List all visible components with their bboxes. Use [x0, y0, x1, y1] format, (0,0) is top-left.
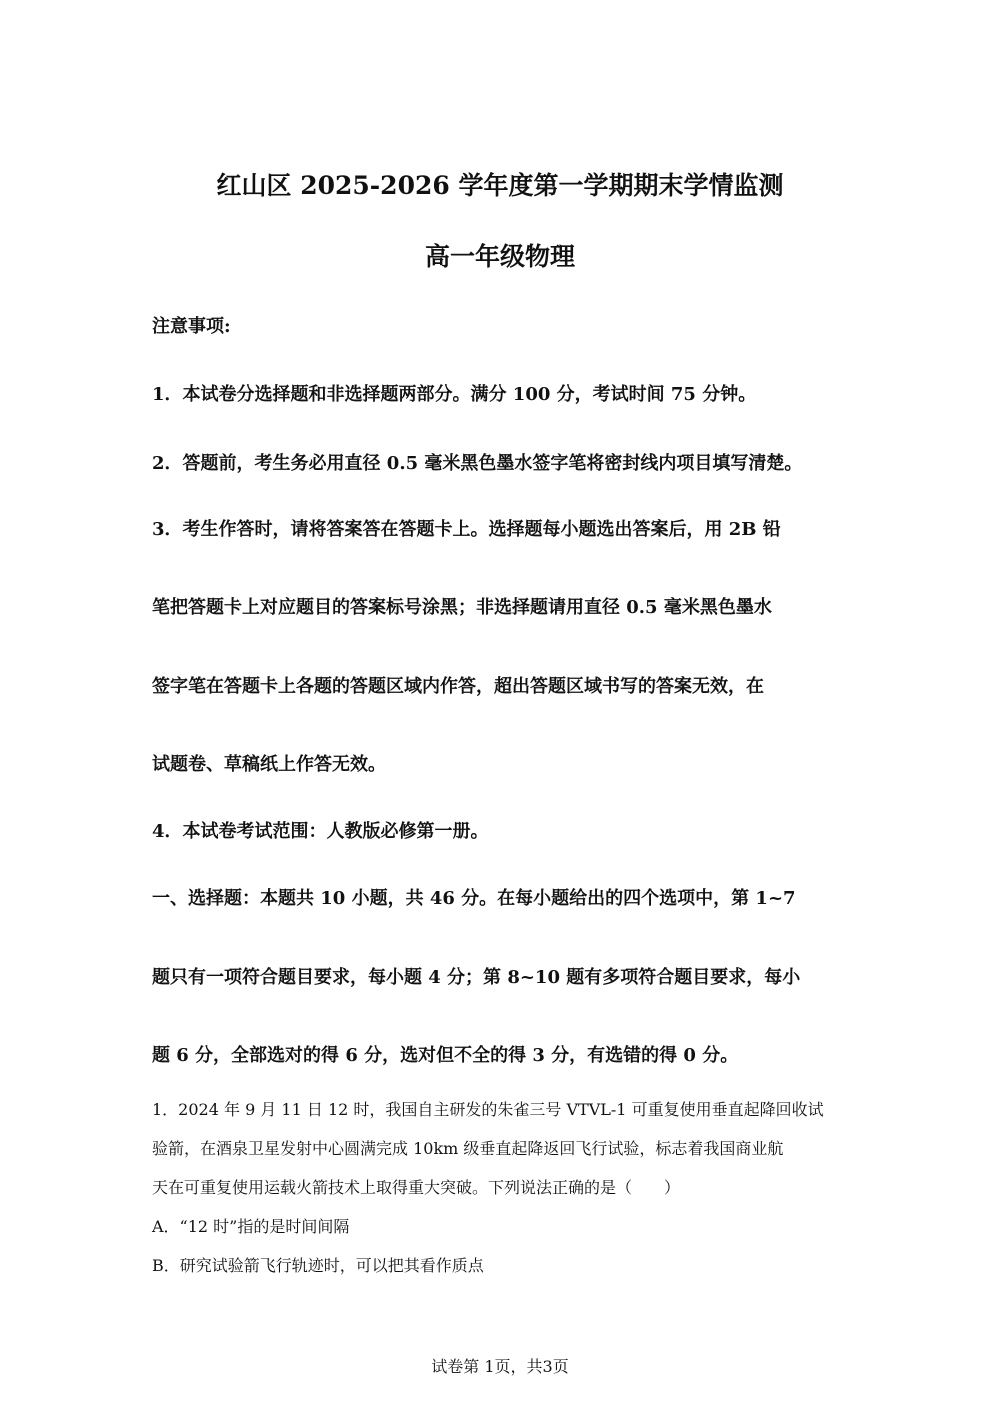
notice-item-3-line-4: 试题卷、草稿纸上作答无效。 — [152, 754, 386, 775]
notice-item-1: 1．本试卷分选择题和非选择题两部分。满分 100 分，考试时间 75 分钟。 — [152, 384, 757, 405]
notice-item-3-line-2: 笔把答题卡上对应题目的答案标号涂黑；非选择题请用直径 0.5 毫米黑色墨水 — [152, 597, 772, 618]
exam-title: 红山区 2025-2026 学年度第一学期期末学情监测 — [216, 171, 784, 200]
exam-subject: 高一年级物理 — [424, 242, 575, 271]
question-1-option-a: A．“12 时”指的是时间间隔 — [152, 1217, 350, 1236]
question-1-stem-line-2: 验箭，在酒泉卫星发射中心圆满完成 10km 级垂直起降返回飞行试验，标志着我国商业航 — [152, 1139, 784, 1158]
section-instructions-line-3: 题 6 分，全部选对的得 6 分，选对但不全的得 3 分，有选错的得 0 分。 — [152, 1045, 739, 1066]
question-1-option-b: B．研究试验箭飞行轨迹时，可以把其看作质点 — [152, 1256, 484, 1275]
section-instructions-line-1: 一、选择题：本题共 10 小题，共 46 分。在每小题给出的四个选项中，第 1~7 — [152, 888, 796, 909]
question-1-stem-line-1: 1．2024 年 9 月 11 日 12 时，我国自主研发的朱雀三号 VTVL-1 可重复使用垂直起降回收试 — [152, 1100, 824, 1119]
section-instructions-line-2: 题只有一项符合题目要求，每小题 4 分；第 8~10 题有多项符合题目要求，每小 — [152, 967, 801, 988]
notice-item-4: 4．本试卷考试范围：人教版必修第一册。 — [152, 821, 489, 842]
notice-item-2: 2．答题前，考生务必用直径 0.5 毫米黑色墨水签字笔将密封线内项目填写清楚。 — [152, 453, 803, 474]
page-footer: 试卷第 1页，共3页 — [431, 1357, 569, 1376]
notice-heading: 注意事项: — [152, 316, 231, 337]
notice-item-3-line-1: 3．考生作答时，请将答案答在答题卡上。选择题每小题选出答案后，用 2B 铅 — [152, 519, 781, 540]
question-1-stem-line-3: 天在可重复使用运载火箭技术上取得重大突破。下列说法正确的是（ ） — [152, 1178, 681, 1197]
notice-item-3-line-3: 签字笔在答题卡上各题的答题区域内作答，超出答题区域书写的答案无效，在 — [152, 676, 764, 697]
